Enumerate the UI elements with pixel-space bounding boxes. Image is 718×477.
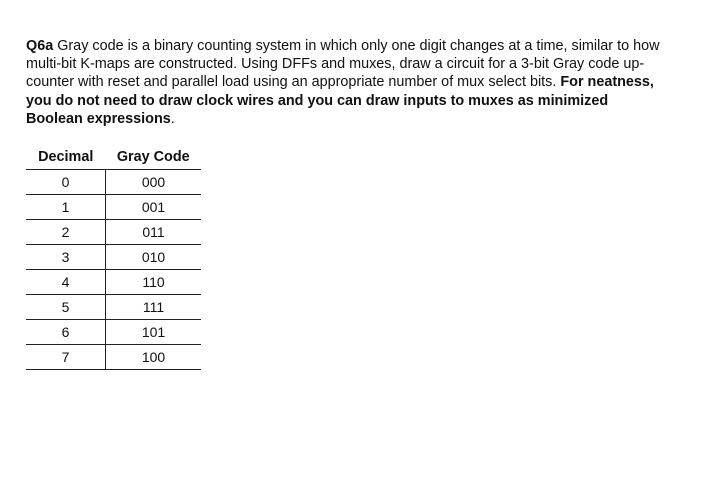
- gray-code-cell: 011: [106, 220, 202, 245]
- gray-code-cell: 101: [106, 320, 202, 345]
- decimal-cell: 5: [26, 295, 106, 320]
- table-row: [26, 195, 201, 220]
- gray-code-cell: 010: [106, 245, 202, 270]
- question-end-punct: .: [170, 110, 175, 127]
- decimal-cell: 6: [26, 320, 106, 345]
- table-row: [26, 295, 201, 320]
- gray-code-cell: 110: [106, 270, 202, 295]
- table-row: [26, 345, 201, 370]
- decimal-cell: 0: [26, 170, 106, 195]
- decimal-cell: 7: [26, 345, 106, 370]
- table-row: [26, 270, 201, 295]
- question-text: [26, 37, 666, 128]
- header-decimal: Decimal: [26, 145, 106, 170]
- gray-code-table: [26, 145, 201, 370]
- decimal-cell: 2: [26, 220, 106, 245]
- gray-code-cell: 100: [106, 345, 202, 370]
- decimal-cell: 1: [26, 195, 106, 220]
- table-row: [26, 170, 201, 195]
- decimal-cell: 4: [26, 270, 106, 295]
- table-row: [26, 245, 201, 270]
- decimal-cell: 3: [26, 245, 106, 270]
- gray-code-cell: 000: [106, 170, 202, 195]
- header-gray-code: Gray Code: [106, 145, 202, 170]
- question-body: Gray code is a binary counting system in which only one digit changes at a time, similar to how multi-bit K-maps are constructed. Using DFFs and muxes, draw a circuit for a 3-bit Gray code up-counter with reset and parallel load using an appropriate number of mux select bits.: [26, 38, 660, 91]
- gray-code-cell: 001: [106, 195, 202, 220]
- table-header-row: [26, 145, 201, 170]
- gray-code-cell: 111: [106, 295, 202, 320]
- question-bold-note: For neatness, you do not need to draw clock wires and you can draw inputs to muxes as minimized Boolean expressions: [26, 74, 654, 127]
- table-row: [26, 220, 201, 245]
- table-row: [26, 320, 201, 345]
- question-label: Q6a: [26, 38, 54, 54]
